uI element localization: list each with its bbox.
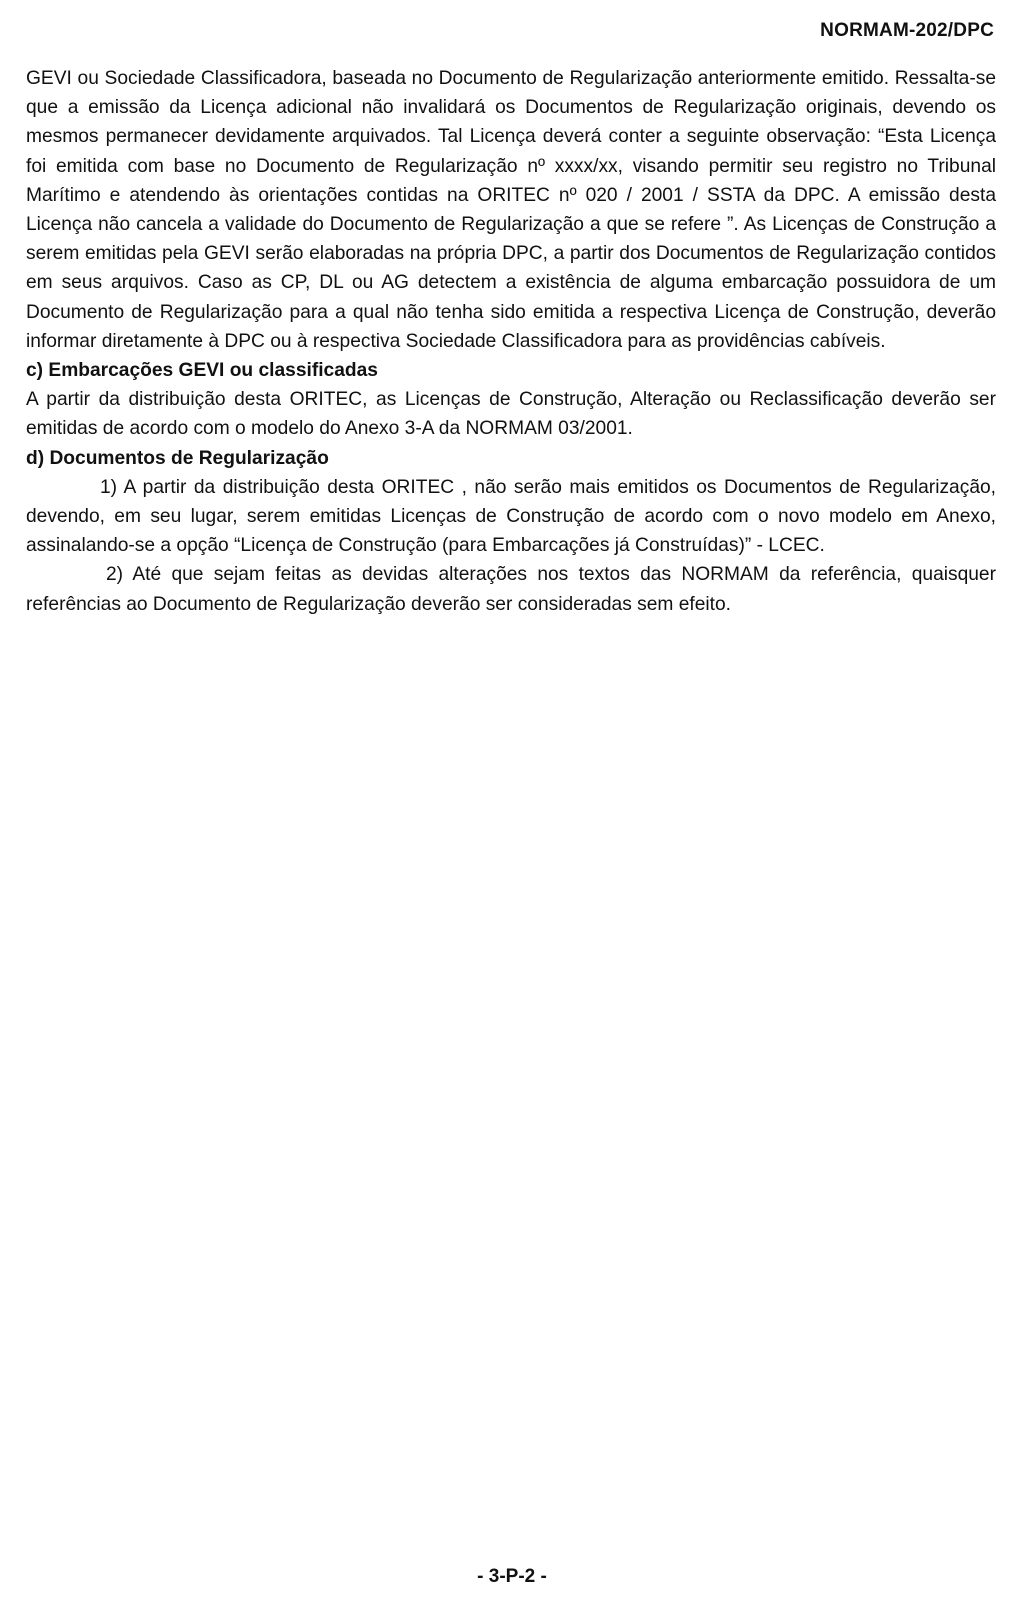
page-body	[26, 64, 996, 619]
document-code-header: NORMAM-202/DPC	[820, 20, 994, 41]
section-d-item-2: 2) Até que sejam feitas as devidas alterações nos textos das NORMAM da referência, quaisquer referências ao Documento de Regularização deverão ser consideradas sem efeito.	[26, 564, 996, 615]
section-c-heading: c) Embarcações GEVI ou classificadas	[26, 360, 378, 382]
section-c-paragraph: A partir da distribuição desta ORITEC, as Licenças de Construção, Alteração ou Reclassificação deverão ser emitidas de acordo com o modelo do Anexo 3-A da NORMAM 03/2001.	[26, 389, 996, 440]
section-d-item-1: 1) A partir da distribuição desta ORITEC , não serão mais emitidos os Documentos de Regularização, devendo, em seu lugar, serem emitidas Licenças de Construção de acordo com o novo modelo em Anexo, assinalando-se a opção “Licença de Construção (para Embarcações já Construídas)” - LCEC.	[26, 476, 996, 557]
page-number-footer: - 3-P-2 -	[477, 1566, 547, 1587]
continuation-paragraph: GEVI ou Sociedade Classificadora, baseada no Documento de Regularização anteriormente emitido. Ressalta-se que a emissão da Licença adicional não invalidará os Documentos de Regularização originais, devendo os mesmos permanecer devidamente arquivados. Tal Licença deverá conter a seguinte observação: “Esta Licença foi emitida com base no Documento de Regularização nº xxxx/xx, visando permitir seu registro no Tribunal Marítimo e atendendo às orientações contidas na ORITEC nº 020 / 2001 / SSTA da DPC. A emissão desta Licença não cancela a validade do Documento de Regularização a que se refere ”. As Licenças de Construção a serem emitidas pela GEVI serão elaboradas na própria DPC, a partir dos Documentos de Regularização contidos em seus arquivos. Caso as CP, DL ou AG detectem a existência de alguma embarcação possuidora de um Documento de Regularização para a qual não tenha sido emitida a respectiva Licença de Construção, deverão informar diretamente à DPC ou à respectiva Sociedade Classificadora para as providências cabíveis.	[26, 68, 996, 352]
section-d-heading: d) Documentos de Regularização	[26, 447, 329, 469]
